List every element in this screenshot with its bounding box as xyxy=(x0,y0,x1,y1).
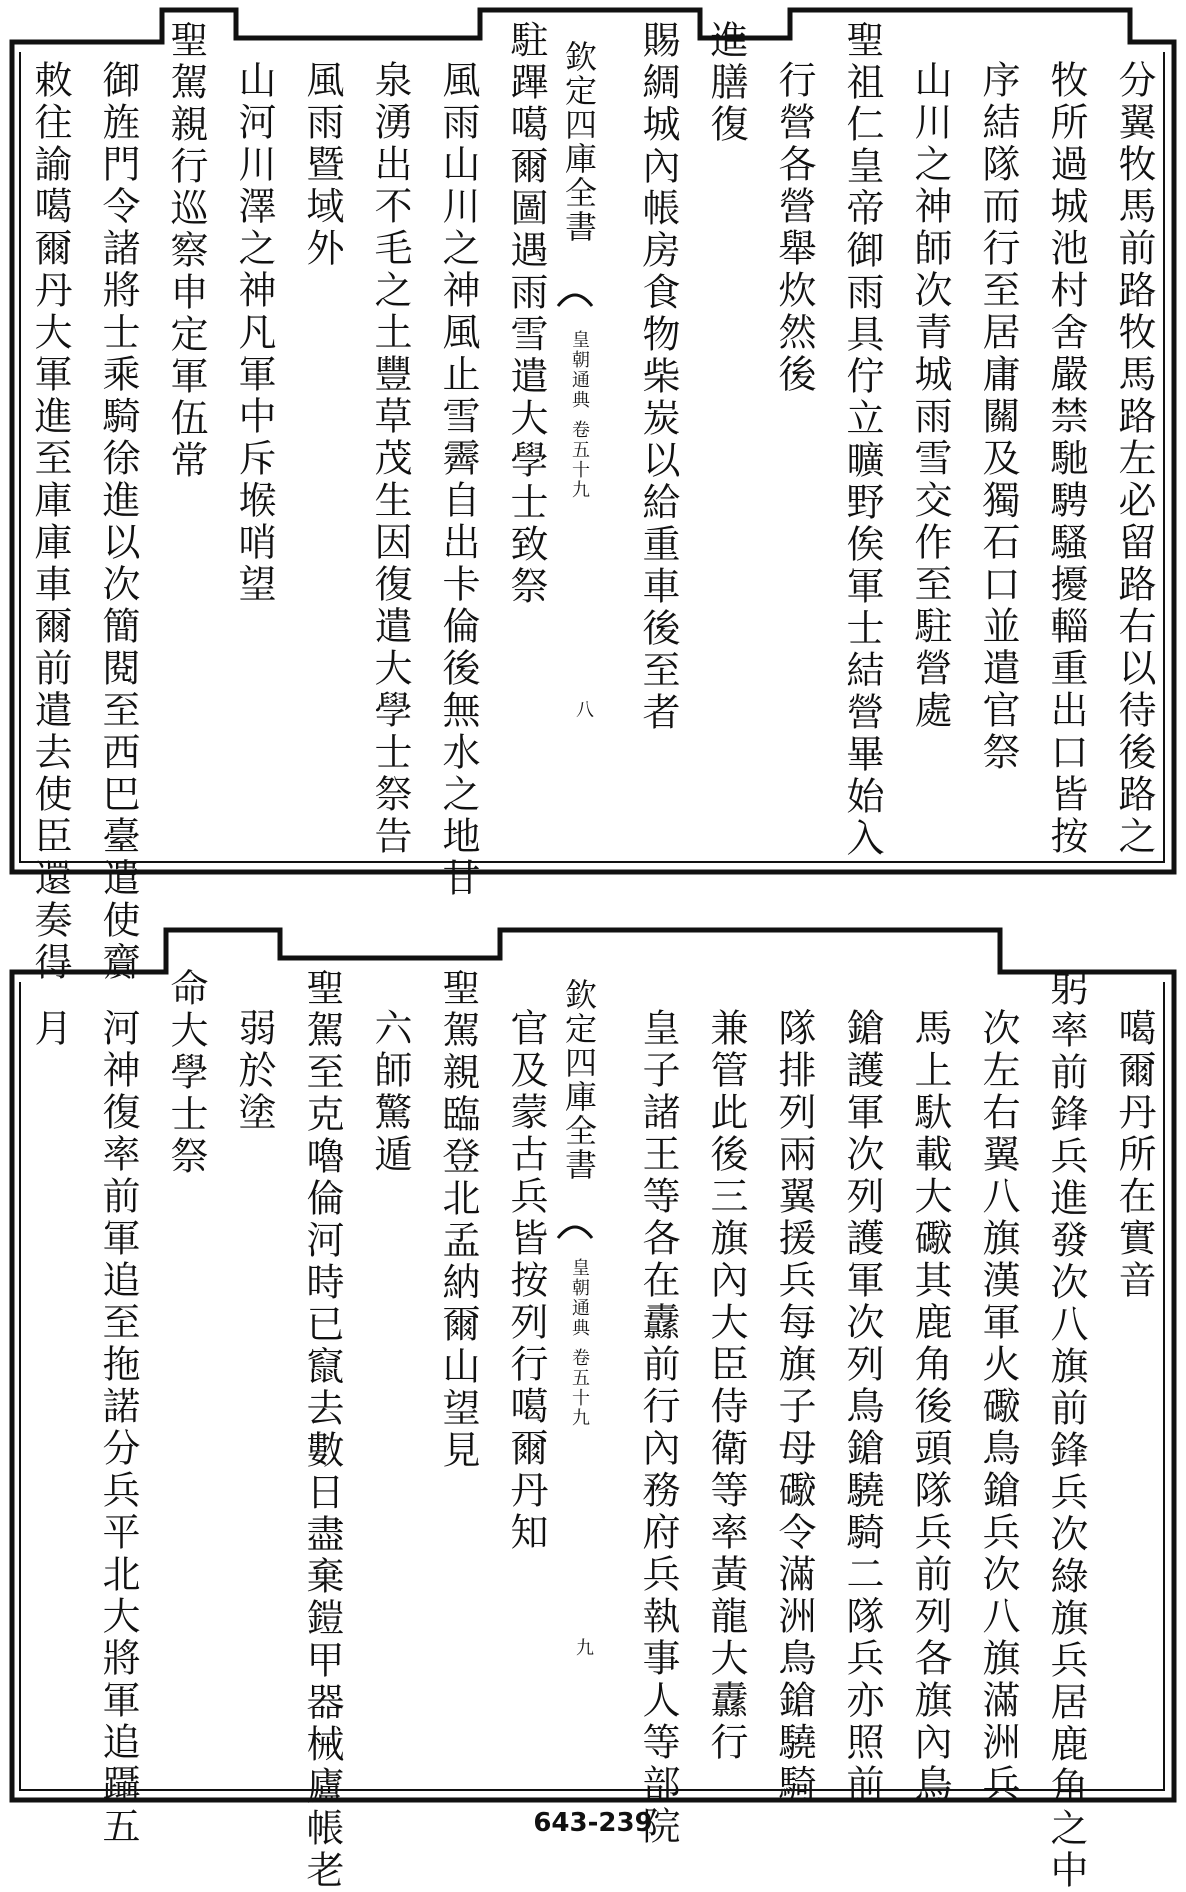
top-folio: 八 xyxy=(573,700,594,718)
top-page-column-8: 賜綢城內帳房食物柴炭以給重車後至者 xyxy=(636,20,680,734)
top-page-column-5: 聖祖仁皇帝御雨具佇立曠野俟軍士結營畢始入 xyxy=(840,20,884,860)
bottom-center-juan: 卷五十九 xyxy=(569,1348,590,1428)
top-page-column-3: 序結隊而行至居庸關及獨石口並遣官祭 xyxy=(976,60,1020,774)
bottom-center-title: 欽定四庫全書 xyxy=(560,978,598,1182)
bottom-fish-tail-mark xyxy=(556,1214,594,1240)
bottom-page-column-1: 噶爾丹所在實音 xyxy=(1112,1008,1156,1302)
top-page-column-2: 牧所過城池村舍嚴禁馳騁騷擾輜重出口皆按 xyxy=(1044,60,1088,858)
bottom-page-column-3: 次左右翼八旗漢軍火礮鳥鎗兵次八旗滿洲兵 xyxy=(976,1008,1020,1806)
top-center-subtitle: 皇朝通典 xyxy=(569,330,590,410)
top-page-column-12: 風雨暨域外 xyxy=(300,60,344,270)
bottom-page-column-16: 月 xyxy=(28,1008,72,1050)
bottom-page-column-10: 聖駕親臨登北孟納爾山望見 xyxy=(436,968,480,1472)
top-center-juan: 卷五十九 xyxy=(569,420,590,500)
bottom-page-column-6: 隊排列兩翼援兵每旗子母礮令滿洲鳥鎗驍騎 xyxy=(772,1008,816,1806)
bottom-page-column-7: 兼管此後三旗內大臣侍衛等率黃龍大纛行 xyxy=(704,1008,748,1764)
top-page-column-11: 泉湧出不毛之土豐草茂生因復遣大學士祭告 xyxy=(368,60,412,858)
top-page-column-9: 駐蹕噶爾圖遇雨雪遣大學士致祭 xyxy=(504,20,548,608)
bottom-page-column-4: 馬上馱載大礮其鹿角後頭隊兵前列各旗內鳥 xyxy=(908,1008,952,1806)
bottom-page-column-5: 鎗護軍次列護軍次列鳥鎗驍騎二隊兵亦照前 xyxy=(840,1008,884,1806)
page-number: 643-239 xyxy=(533,1808,653,1838)
bottom-page-column-2: 躬率前鋒兵進發次八旗前鋒兵次綠旗兵居鹿角之中 xyxy=(1044,968,1088,1892)
top-page-column-10: 風雨山川之神風止雪霽自出卡倫後無水之地甘 xyxy=(436,60,480,900)
top-page-column-15: 御旌門令諸將士乘騎徐進以次簡閱至西巴臺遣使齎 xyxy=(96,60,140,984)
bottom-center-subtitle: 皇朝通典 xyxy=(569,1258,590,1338)
top-page-column-7: 進膳復 xyxy=(704,20,748,146)
bottom-folio: 九 xyxy=(573,1638,594,1656)
top-center-title: 欽定四庫全書 xyxy=(560,40,598,244)
bottom-page-column-9: 官及蒙古兵皆按列行噶爾丹知 xyxy=(504,1008,548,1554)
top-page-column-1: 分翼牧馬前路牧馬路左必留路右以待後路之 xyxy=(1112,60,1156,858)
top-page-column-6: 行營各營舉炊然後 xyxy=(772,60,816,396)
bottom-page-column-8: 皇子諸王等各在纛前行內務府兵執事人等部院 xyxy=(636,1008,680,1848)
top-fish-tail-mark xyxy=(556,282,594,308)
bottom-page-column-12: 聖駕至克嚕倫河時已竄去數日盡棄鎧甲器械廬帳老 xyxy=(300,968,344,1892)
bottom-page-column-14: 命大學士祭 xyxy=(164,968,208,1178)
bottom-page-column-11: 六師驚遁 xyxy=(368,1008,412,1176)
bottom-page-column-13: 弱於塗 xyxy=(232,1008,276,1134)
top-page-column-14: 聖駕親行巡察申定軍伍常 xyxy=(164,20,208,482)
top-page-column-13: 山河川澤之神凡軍中斥堠哨望 xyxy=(232,60,276,606)
top-page-column-4: 山川之神師次青城雨雪交作至駐營處 xyxy=(908,60,952,732)
top-page-column-16: 敕往諭噶爾丹大軍進至庫庫車爾前遣去使臣還奏得 xyxy=(28,60,72,984)
bottom-page-column-15: 河神復率前軍追至拖諾分兵平北大將軍追躡五 xyxy=(96,1008,140,1848)
